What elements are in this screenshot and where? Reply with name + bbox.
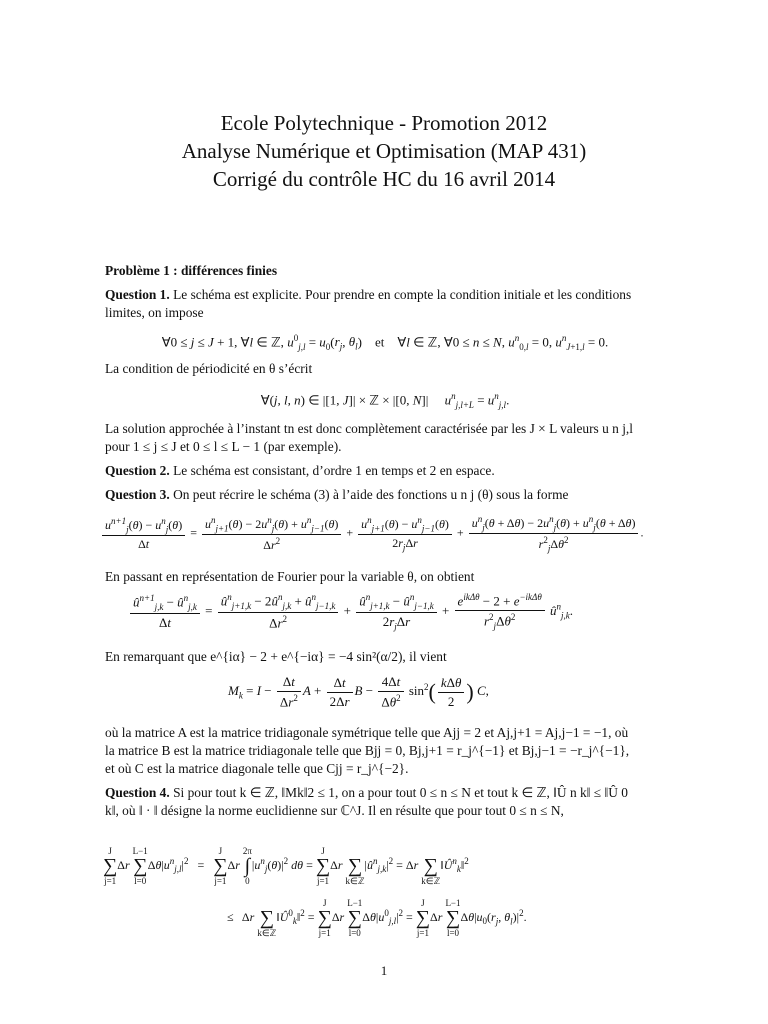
remark-text: En remarquant que e^{iα} − 2 + e^{−iα} = −4 sin²(α/2), il vient <box>105 649 447 664</box>
equation-fourier: $\frac{û^{n+1}_{j,k} - û^n_{j,k}}{\Delta t}$ = $\frac{û^n_{j+1,k} - 2û^n_{j,k} + û^n_{j-1,k}}{\Delta r^2}$ + $\frac{û^n_{j+1,k} - û^n_{j-1,k}}{2r_j\Delta r}$ + $\frac{e^{ik\Delta\theta} - 2 + e^{-ik\Delta\theta}}{r^2_j\Delta\theta^2}$ $û^n_{j,k}$. <box>128 592 573 632</box>
question-1-label: Question 1. <box>105 287 170 302</box>
header-line-1: Ecole Polytechnique - Promotion 2012 <box>220 111 548 135</box>
equation-boundary-conditions: ∀0 ≤ j ≤ J + 1, ∀l ∈ ℤ, $u^0_{j,l} = u_0(r_j$, $\theta_l$) et ∀l ∈ ℤ, ∀0 ≤ n ≤ N, $u^n_{0,l} = 0$, $u^n_{J+1,l} = 0$. <box>161 333 609 352</box>
periodicity-text: La condition de périodicité en θ s’écrit <box>105 361 313 376</box>
equation-scheme-theta: $\frac{u^{n+1}_j(\theta) - u^n_j(\theta)}{\Delta t}$ = $\frac{u^n_{j+1}(\theta) - 2u^n_j(\theta) + u^n_{j-1}(\theta)}{\Delta r^2}$ + $\frac{u^n_{j+1}(\theta) - u^n_{j-1}(\theta)}{2r_j\Delta r}$ + $\frac{u^n_j(\theta + \Delta\theta) - 2u^n_j(\theta) + u^n_j(\theta + \Delta\theta)}{r^2_j\Delta\theta^2}$ . <box>100 514 643 554</box>
question-2-text: Le schéma est consistant, d’ordre 1 en temps et 2 en espace. <box>173 463 495 478</box>
question-4-label: Question 4. <box>105 785 170 800</box>
equation-periodicity: ∀(j, l, n) ∈ |[1, J]| × ℤ × |[0, N]| $u^n_{j,l+L} = u^n_{j,l}$. <box>260 391 510 410</box>
question-2-label: Question 2. <box>105 463 170 478</box>
matrices-description: où la matrice A est la matrice tridiagonale symétrique telle que Ajj = 2 et Aj,j+1 = Aj,j−1 = −1, où la matrice B est la matrice tridiagonale telle que Bjj = 0, Bj,j+1 = r_j^{−1} et Bj,j−1 = −r_j^{−1}, et où C est la matrice diagonale telle que Cjj = r_j^{−2}. <box>105 725 630 776</box>
equation-stability-line-2: ≤ Δr ∑ $k\in ℤ‖Û^0_k‖^2 = J$ ∑ j=1Δr L−1 ∑ $l=0\Delta\theta|u^0_{j,l}|^2 = J$ ∑ j=1Δr L−1 ∑ $l=0\Delta\theta|u_0(r_j$, $\theta_l)|^2$. <box>227 898 527 938</box>
solution-characterization-text: La solution approchée à l’instant tn est donc complètement caractérisée par les J × L valeurs u n j,l pour 1 ≤ j ≤ J et 0 ≤ l ≤ L − 1 (par exemple). <box>105 421 633 454</box>
question-4-text: Si pour tout k ∈ ℤ, ‖Mk‖2 ≤ 1, on a pour tout 0 ≤ n ≤ N et tout k ∈ ℤ, ‖Û n k‖ ≤ ‖Û 0 k‖, où ‖ · ‖ désigne la norme euclidienne sur ℂ^J. Il en résulte que pour tout 0 ≤ n ≤ N, <box>105 785 628 818</box>
fourier-text: En passant en représentation de Fourier pour la variable θ, on obtient <box>105 569 475 584</box>
page-number: 1 <box>380 963 388 978</box>
equation-stability-line-1: J ∑ j=1Δr L−1 ∑ $l=0\Delta\theta|u^n_{j,l}|^2 = J$ ∑ j=1Δr 2π ∫ $0|u^n_j(\theta)|^2$ dθ = J ∑ j=1Δr ∑ $k\in ℤ|û^n_{j,k}|^2 = \Delta r$ ∑ $k\in ℤ‖Û^n_k‖^2$ <box>103 846 469 886</box>
question-3-paragraph <box>105 486 635 504</box>
question-1-paragraph <box>105 286 635 322</box>
question-3-text: On peut récrire le schéma (3) à l’aide des fonctions u n j (θ) sous la forme <box>173 487 569 502</box>
question-1-text: Le schéma est explicite. Pour prendre en compte la condition initiale et les conditions limites, on impose <box>105 287 632 320</box>
question-3-label: Question 3. <box>105 487 170 502</box>
problem-title: Problème 1 : différences finies <box>105 263 278 278</box>
question-2-paragraph <box>105 462 635 480</box>
question-4-paragraph <box>105 784 635 820</box>
header-line-3: Corrigé du contrôle HC du 16 avril 2014 <box>212 167 556 191</box>
equation-amplification-matrix: $M_k = I$ − $\frac{\Delta t}{\Delta r^2}$ A + $\frac{\Delta t}{2\Delta r}$ B − $\frac{4\Delta t}{\Delta\theta^2}$ $\sin^2$( $\frac{\text{kΔθ}}{2}$ ) C, <box>228 674 489 710</box>
header-line-2: Analyse Numérique et Optimisation (MAP 431) <box>181 139 587 163</box>
